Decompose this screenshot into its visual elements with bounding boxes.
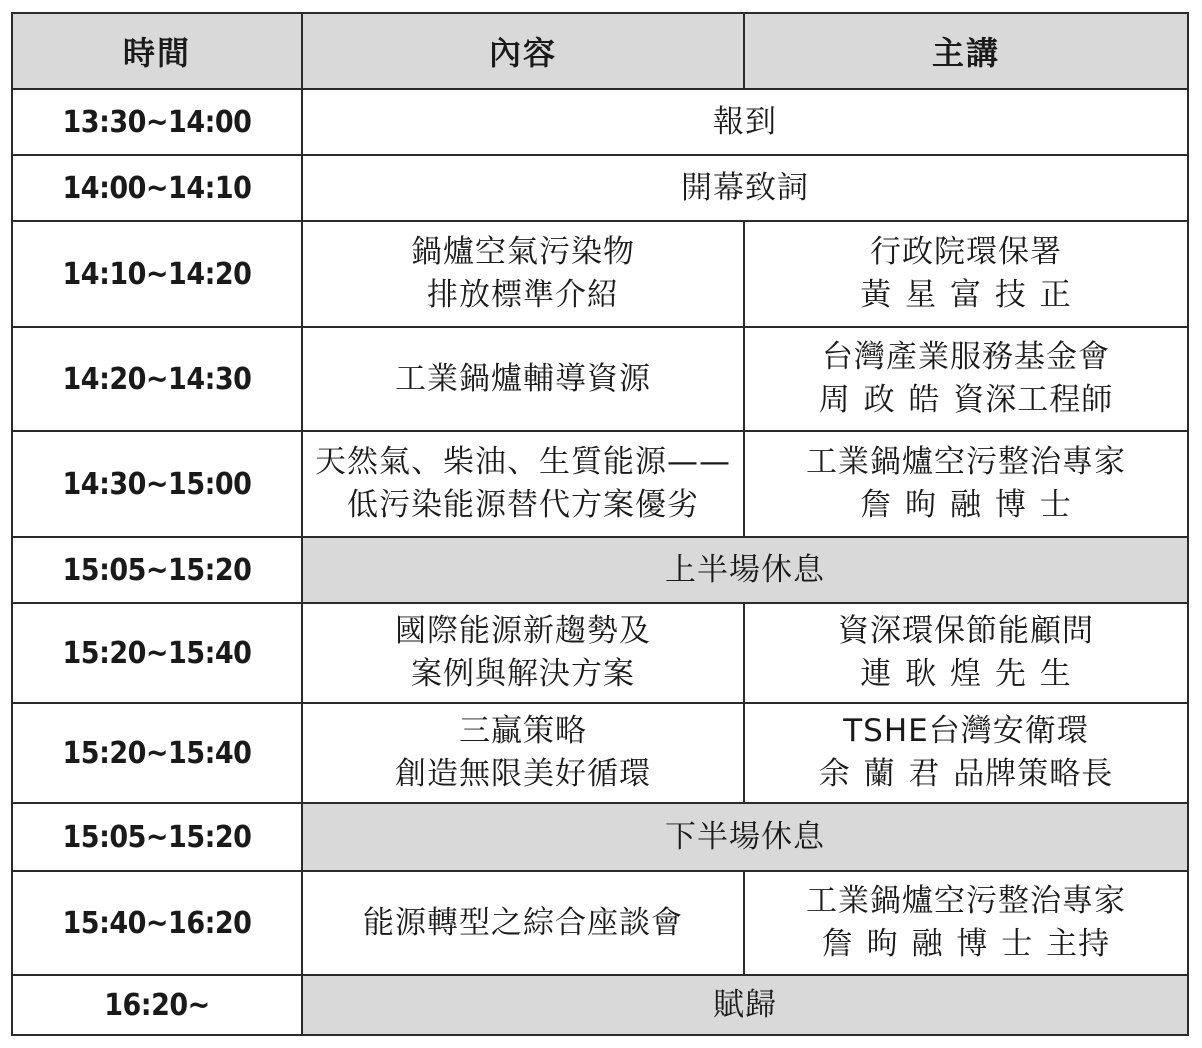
speaker-org: 資深環保節能顧問 — [838, 613, 1094, 649]
content-line: 案例與解決方案 — [411, 656, 635, 692]
speaker-name: 黃 星 富 技 正 — [860, 277, 1072, 313]
break-cell: 下半場休息 — [302, 803, 1188, 871]
table-row — [12, 871, 1188, 975]
speaker-cell — [744, 871, 1188, 975]
break-cell: 上半場休息 — [302, 537, 1188, 603]
table-row — [12, 603, 1188, 703]
time-cell: 14:10~14:20 — [12, 221, 302, 327]
speaker-name: 連 耿 煌 先 生 — [860, 656, 1072, 692]
speaker-org: 工業鍋爐空污整治專家 — [806, 444, 1126, 480]
agenda-table — [11, 12, 1189, 1036]
content-cell — [302, 327, 744, 431]
header-time: 時間 — [12, 13, 302, 89]
time-cell: 15:20~15:40 — [12, 603, 302, 703]
content-line: 能源轉型之綜合座談會 — [363, 904, 683, 941]
time-cell: 13:30~14:00 — [12, 89, 302, 155]
content-line: 工業鍋爐輔導資源 — [395, 360, 651, 397]
table-row — [12, 327, 1188, 431]
content-line: 鍋爐空氣污染物 — [411, 234, 635, 270]
time-cell: 16:20~ — [12, 975, 302, 1035]
speaker-name: 詹 昫 融 博 士 主持 — [821, 926, 1111, 962]
content-cell — [302, 221, 744, 327]
table-row — [12, 975, 1188, 1035]
table-row — [12, 221, 1188, 327]
content-cell — [302, 431, 744, 537]
table-row — [12, 537, 1188, 603]
speaker-cell — [744, 703, 1188, 803]
speaker-cell — [744, 221, 1188, 327]
content-line: 排放標準介紹 — [427, 277, 619, 313]
speaker-org: 工業鍋爐空污整治專家 — [806, 883, 1126, 919]
speaker-name: 周 政 皓 資深工程師 — [818, 382, 1114, 418]
header-content: 內容 — [302, 13, 744, 89]
speaker-cell — [744, 431, 1188, 537]
content-line: 創造無限美好循環 — [395, 756, 651, 792]
time-cell: 15:05~15:20 — [12, 803, 302, 871]
table-row — [12, 155, 1188, 221]
speaker-org: 行政院環保署 — [870, 234, 1062, 270]
table-row — [12, 89, 1188, 155]
speaker-cell — [744, 327, 1188, 431]
content-cell: 開幕致詞 — [302, 155, 1188, 221]
speaker-org: TSHE台灣安衛環 — [843, 713, 1089, 749]
content-line: 天然氣、柴油、生質能源—— — [315, 444, 731, 480]
header-speaker: 主講 — [744, 13, 1188, 89]
time-cell: 15:40~16:20 — [12, 871, 302, 975]
table-row — [12, 703, 1188, 803]
speaker-cell — [744, 603, 1188, 703]
content-cell: 賦歸 — [302, 975, 1188, 1035]
content-cell — [302, 871, 744, 975]
speaker-org: 台灣產業服務基金會 — [822, 339, 1110, 375]
speaker-name: 余 蘭 君 品牌策略長 — [818, 756, 1114, 792]
content-cell — [302, 603, 744, 703]
content-line: 低污染能源替代方案優劣 — [347, 487, 699, 523]
time-cell: 15:05~15:20 — [12, 537, 302, 603]
time-cell: 14:30~15:00 — [12, 431, 302, 537]
table-row — [12, 803, 1188, 871]
time-cell: 14:00~14:10 — [12, 155, 302, 221]
content-line: 國際能源新趨勢及 — [395, 613, 651, 649]
content-line: 三贏策略 — [459, 713, 587, 749]
speaker-name: 詹 昫 融 博 士 — [860, 487, 1072, 523]
time-cell: 14:20~14:30 — [12, 327, 302, 431]
header-row — [12, 13, 1188, 89]
time-cell: 15:20~15:40 — [12, 703, 302, 803]
content-cell — [302, 703, 744, 803]
content-cell: 報到 — [302, 89, 1188, 155]
table-row — [12, 431, 1188, 537]
